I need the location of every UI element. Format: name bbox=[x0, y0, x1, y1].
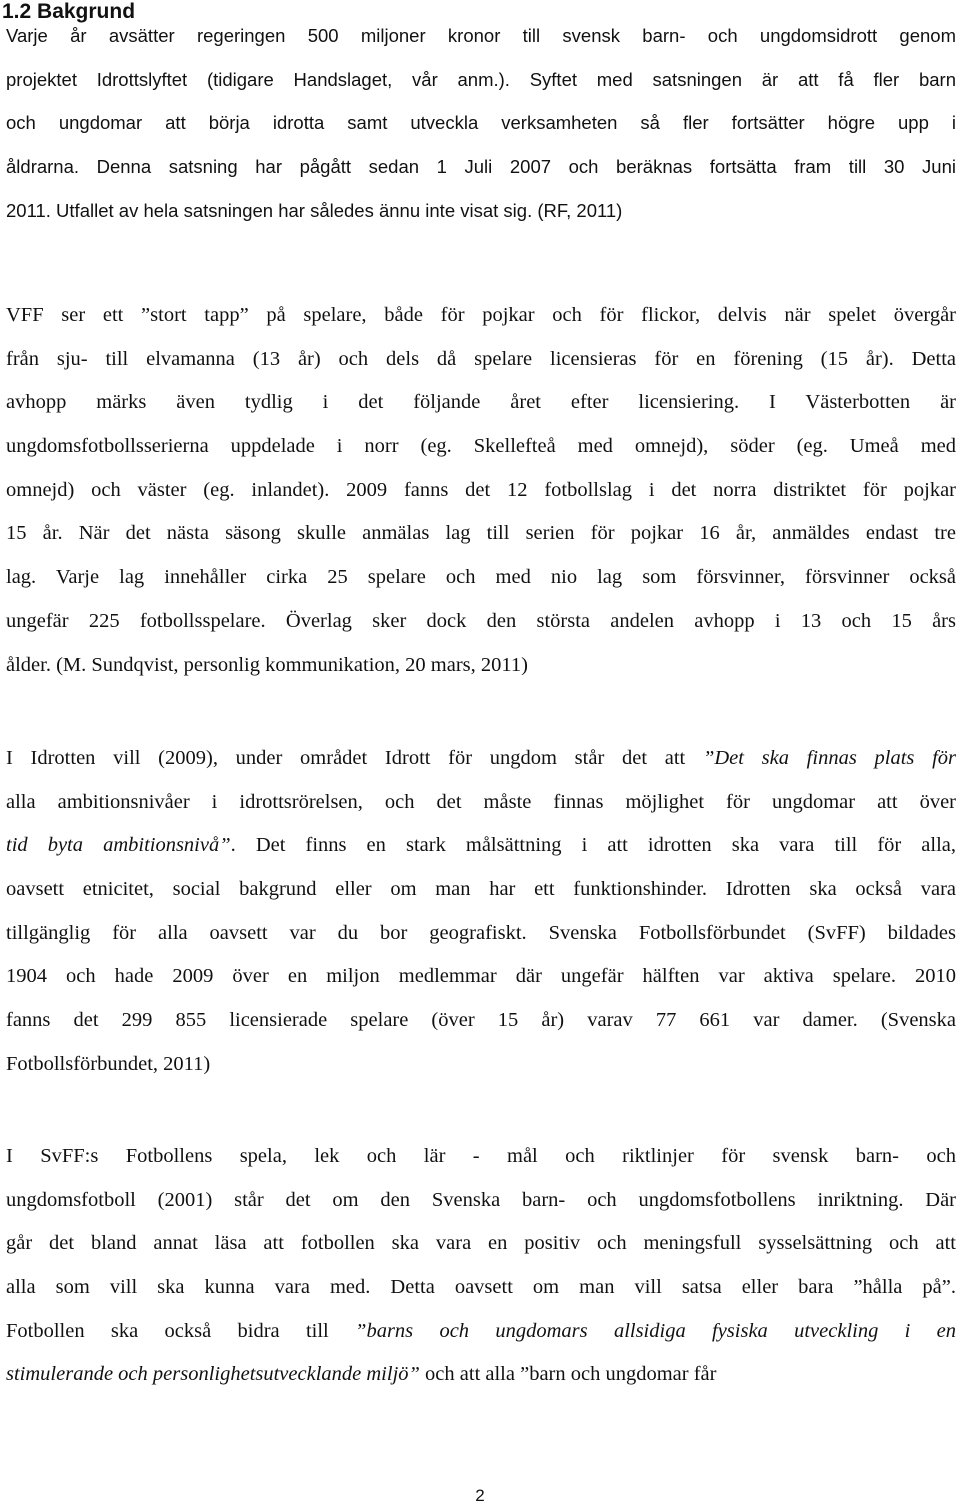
text-line bbox=[6, 1353, 956, 1397]
section-heading: 1.2 Bakgrund bbox=[2, 0, 136, 23]
text-line: projektet Idrottslyftet (tidigare Handslaget, vår anm.). Syftet med satsningen är att få fler barn bbox=[6, 68, 956, 90]
text-line: och ungdomar att börja idrotta samt utveckla verksamheten så fler fortsätter högre upp i bbox=[6, 112, 956, 134]
text-line: går det bland annat läsa att fotbollen ska vara en positiv och meningsfull sysselsättning och att bbox=[6, 1232, 956, 1255]
text-line: åldrarna. Denna satsning har pågått sedan 1 Juli 2007 och beräknas fortsätta fram till 30 Juni bbox=[6, 156, 956, 178]
text-line: ungefär 225 fotbollsspelare. Överlag sker dock den största andelen avhopp i 13 och 15 års bbox=[6, 609, 956, 632]
paragraph-1 bbox=[6, 14, 956, 232]
text-line: oavsett etnicitet, social bakgrund eller om man har ett funktionshinder. Idrotten ska också vara bbox=[6, 878, 956, 901]
text-line: lag. Varje lag innehåller cirka 25 spelare och med nio lag som försvinner, försvinner också bbox=[6, 566, 956, 589]
italic-quote: stimulerande och personlighetsutvecklande miljö” bbox=[6, 1363, 420, 1386]
text-line: alla ambitionsnivåer i idrottsrörelsen, och det måste finnas möjlighet för ungdomar att över bbox=[6, 790, 956, 813]
text-line: Varje år avsätter regeringen 500 miljoner kronor till svensk barn- och ungdomsidrott genom bbox=[6, 25, 956, 46]
italic-quote: ”barns och ungdomars allsidiga fysiska utveckling i en bbox=[355, 1319, 957, 1342]
paragraph-4 bbox=[6, 1135, 956, 1397]
text-line: 2011. Utfallet av hela satsningen har således ännu inte visat sig. (RF, 2011) bbox=[6, 199, 623, 221]
text-line: tillgänglig för alla oavsett var du bor geografiskt. Svenska Fotbollsförbundet (SvFF) bildades bbox=[6, 921, 956, 944]
text-line: VFF ser ett ”stort tapp” på spelare, både för pojkar och för flickor, delvis när spelet övergår bbox=[6, 304, 956, 326]
text-line: fanns det 299 855 licensierade spelare (över 15 år) varav 77 661 var damer. (Svenska bbox=[6, 1009, 956, 1032]
text-segment: . Det finns en stark målsättning i att idrotten ska vara till för alla, bbox=[230, 834, 957, 857]
text-line: alla som vill ska kunna vara med. Detta oavsett om man vill satsa eller bara ”hålla på”. bbox=[6, 1276, 956, 1299]
text-line: Fotbollsförbundet, 2011) bbox=[6, 1052, 211, 1075]
text-line bbox=[6, 1310, 956, 1354]
text-line: ålder. (M. Sundqvist, personlig kommunikation, 20 mars, 2011) bbox=[6, 653, 528, 676]
paragraph-3 bbox=[6, 737, 956, 1087]
italic-quote: tid byta ambitionsnivå” bbox=[6, 834, 231, 857]
text-line: 1904 och hade 2009 över en miljon medlemmar där ungefär hälften var aktiva spelare. 2010 bbox=[6, 965, 956, 988]
text-line: ungdomsfotboll (2001) står det om den Svenska barn- och ungdomsfotbollens inriktning. Där bbox=[6, 1188, 956, 1211]
paragraph-2 bbox=[6, 294, 956, 687]
text-segment: och att alla ”barn och ungdomar får bbox=[419, 1363, 717, 1386]
text-line: omnejd) och väster (eg. inlandet). 2009 fanns det 12 fotbollslag i det norra distriktet för pojkar bbox=[6, 478, 956, 501]
text-line bbox=[6, 824, 956, 868]
text-segment: I Idrotten vill (2009), under området Idrott för ungdom står det att bbox=[6, 747, 703, 769]
text-line: I SvFF:s Fotbollens spela, lek och lär - mål och riktlinjer för svensk barn- och bbox=[6, 1145, 956, 1167]
text-line: 15 år. När det nästa säsong skulle anmälas lag till serien för pojkar 16 år, anmäldes endast tre bbox=[6, 522, 956, 545]
page-number: 2 bbox=[475, 1486, 485, 1505]
italic-quote: ”Det ska finnas plats för bbox=[702, 747, 956, 769]
text-line: ungdomsfotbollsserierna uppdelade i norr (eg. Skellefteå med omnejd), söder (eg. Umeå med bbox=[6, 435, 956, 458]
text-line: från sju- till elvamanna (13 år) och dels då spelare licensieras för en förening (15 år). Detta bbox=[6, 347, 956, 370]
text-line: avhopp märks även tydlig i det följande året efter licensiering. I Västerbotten är bbox=[6, 391, 956, 414]
text-line bbox=[6, 737, 956, 781]
text-segment: Fotbollen ska också bidra till bbox=[6, 1319, 356, 1342]
